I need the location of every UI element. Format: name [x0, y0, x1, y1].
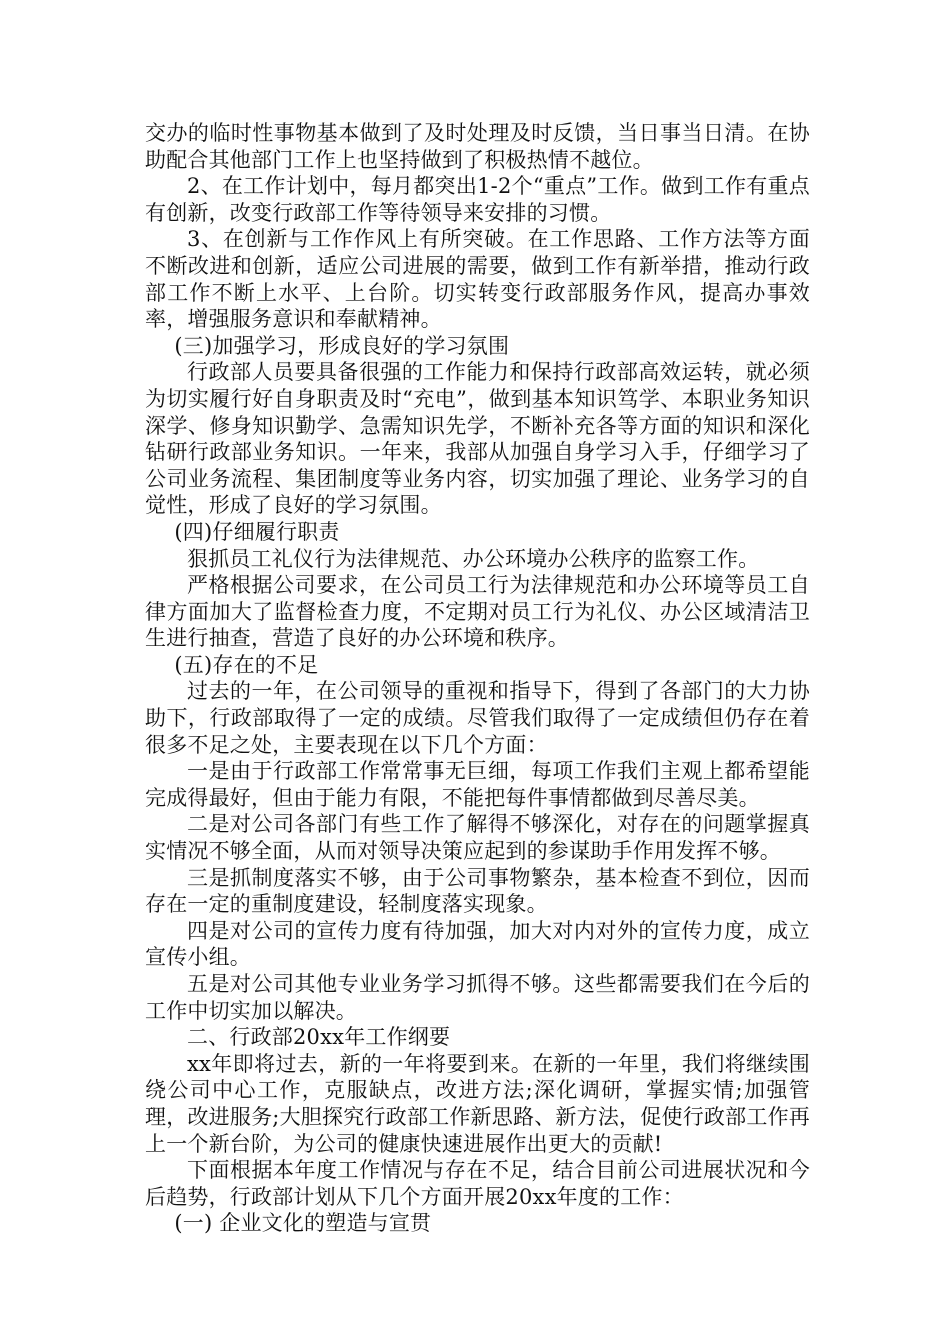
paragraph-5: 行政部人员要具备很强的工作能力和保持行政部高效运转，就必须为切实履行好自身职责及时“充电”，做到基本知识笃学、本职业务知识深学、修身知识勤学、急需知识先学，不断补充各等方面的知识和深化钻研行政部业务知识。一年来，我部从加强自身学习入手，仔细学习了公司业务流程、集团制度等业务内容，切实加强了理论、业务学习的自觉性，形成了良好的学习氛围。 — [145, 360, 810, 518]
paragraph-13: 三是抓制度落实不够，由于公司事物繁杂，基本检查不到位，因而存在一定的重制度建设，轻制度落实现象。 — [145, 865, 810, 917]
paragraph-11: 一是由于行政部工作常常事无巨细，每项工作我们主观上都希望能完成得最好，但由于能力有限，不能把每件事情都做到尽善尽美。 — [145, 759, 810, 810]
document-body — [145, 120, 810, 1237]
subsection-heading-1: (一) 企业文化的塑造与宣贯 — [174, 1211, 432, 1236]
paragraph-15: 五是对公司其他专业业务学习抓得不够。这些都需要我们在今后的工作中切实加以解决。 — [145, 972, 810, 1023]
paragraph-3: 3、在创新与工作作风上有所突破。在工作思路、工作方法等方面不断改进和创新，适应公司进展的需要，做到工作有新举措，推动行政部工作不断上水平、上台阶。切实转变行政部服务作风，提高办事效率，增强服务意识和奉献精神。 — [145, 227, 810, 332]
section-heading-5: (五)存在的不足 — [174, 652, 319, 677]
paragraph-18: 下面根据本年度工作情况与存在不足，结合目前公司进展状况和今后趋势，行政部计划从下几个方面开展20xx年度的工作： — [145, 1158, 810, 1209]
paragraph-12: 二是对公司各部门有些工作了解得不够深化，对存在的问题掌握真实情况不够全面，从而对领导决策应起到的参谋助手作用发挥不够。 — [145, 812, 810, 864]
section-heading-3: (三)加强学习，形成良好的学习氛围 — [174, 333, 510, 358]
paragraph-17: xx年即将过去，新的一年将要到来。在新的一年里，我们将继续围绕公司中心工作，克服缺点，改进方法;深化调研，掌握实情;加强管理，改进服务;大胆探究行政部工作新思路、新方法，促使行政部工作再上一个新台阶，为公司的健康快速进展作出更大的贡献! — [145, 1051, 810, 1156]
paragraph-7: 狠抓员工礼仪行为法律规范、办公环境办公秩序的监察工作。 — [187, 546, 760, 571]
paragraph-8: 严格根据公司要求，在公司员工行为法律规范和办公环境等员工自律方面加大了监督检查力度，不定期对员工行为礼仪、办公区域清洁卫生进行抽查，营造了良好的办公环境和秩序。 — [145, 573, 810, 651]
paragraph-14: 四是对公司的宣传力度有待加强，加大对内对外的宣传力度，成立宣传小组。 — [145, 918, 810, 970]
paragraph-10: 过去的一年，在公司领导的重视和指导下，得到了各部门的大力协助下，行政部取得了一定的成绩。尽管我们取得了一定成绩但仍存在着很多不足之处，主要表现在以下几个方面： — [145, 679, 810, 757]
paragraph-1: 交办的临时性事物基本做到了及时处理及时反馈，当日事当日清。在协助配合其他部门工作上也坚持做到了积极热情不越位。 — [145, 121, 810, 172]
section-heading-2: 二、行政部20xx年工作纲要 — [187, 1025, 451, 1050]
paragraph-2: 2、在工作计划中，每月都突出1-2个“重点”工作。做到工作有重点有创新，改变行政部工作等待领导来安排的习惯。 — [145, 174, 810, 225]
section-heading-4: (四)仔细履行职责 — [174, 519, 340, 544]
